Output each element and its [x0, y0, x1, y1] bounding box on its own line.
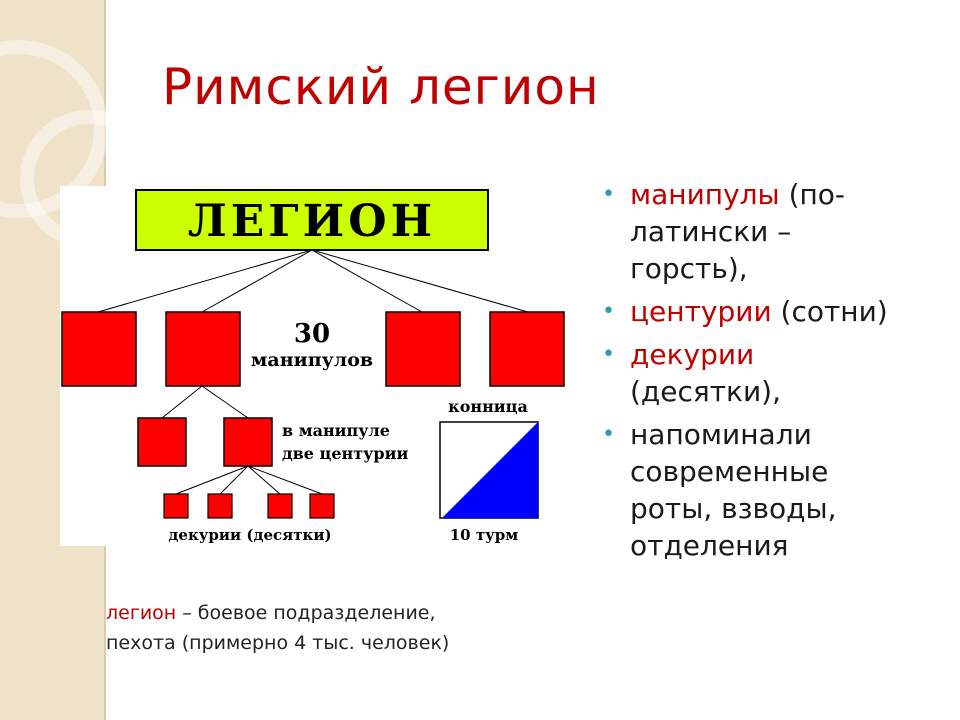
bullet-item — [602, 336, 902, 410]
caption-line-2: пехота (примерно 4 тыс. человек) — [106, 632, 450, 654]
caption-line-1 — [106, 598, 449, 628]
legion-structure-diagram — [60, 186, 580, 546]
centuries-label: две центурии — [282, 444, 409, 463]
bullet-term: манипулы — [630, 178, 780, 211]
bullet-icon: • — [602, 182, 615, 207]
turmae-label: 10 турм — [449, 526, 519, 544]
legion-caption — [106, 598, 449, 658]
legion-root-label: ЛЕГИОН — [187, 196, 437, 247]
decuries-label: декурии (десятки) — [168, 526, 332, 544]
century-box — [138, 418, 186, 466]
bullet-term: декурии — [630, 338, 755, 371]
decury-box — [164, 494, 188, 518]
maniples-count-label: манипулов — [250, 349, 374, 371]
caption-term: легион — [106, 602, 177, 624]
decury-box — [268, 494, 292, 518]
bullet-icon: • — [602, 422, 615, 447]
bullet-text: (по-латински – горсть), — [630, 178, 846, 285]
caption-text: – боевое подразделение, — [176, 602, 436, 624]
maniple-box — [490, 312, 564, 386]
decury-box — [208, 494, 232, 518]
bullet-item — [602, 176, 902, 287]
cavalry-label: конница — [448, 397, 528, 416]
bullet-item — [602, 293, 902, 330]
maniple-box — [62, 312, 136, 386]
bullet-list — [602, 176, 902, 570]
bullet-icon: • — [602, 299, 615, 324]
century-box — [224, 418, 272, 466]
decury-box — [310, 494, 334, 518]
slide-title: Римский легион — [162, 58, 600, 116]
bullet-item — [602, 416, 902, 564]
bullet-term: центурии — [630, 295, 772, 328]
maniple-box — [166, 312, 240, 386]
bullet-text: напоминали современные роты, взводы, отделения — [630, 418, 837, 562]
bullet-text: (сотни) — [771, 295, 888, 328]
centuries-label: в манипуле — [282, 421, 390, 440]
bullet-text: (десятки), — [630, 375, 781, 408]
maniple-box — [386, 312, 460, 386]
maniples-count-label: 30 — [293, 319, 331, 349]
bullet-icon: • — [602, 342, 615, 367]
